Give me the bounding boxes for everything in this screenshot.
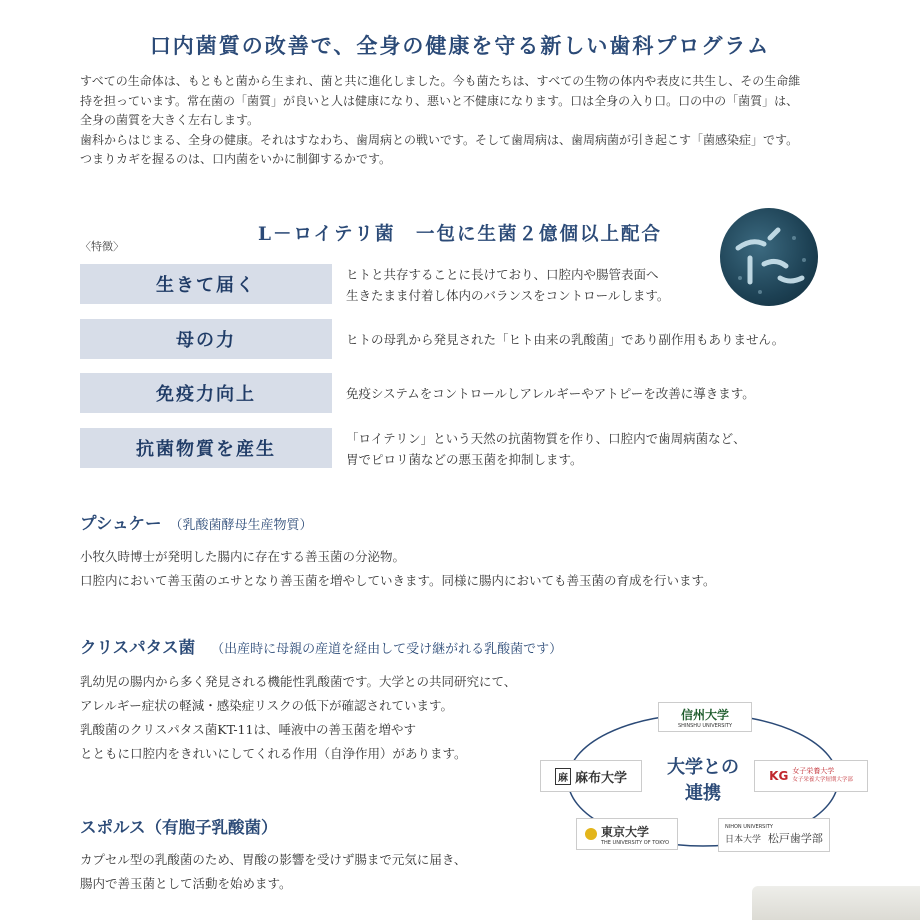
psyche-title: プシュケー (80, 514, 162, 533)
spolus-line: カプセル型の乳酸菌のため、胃酸の影響を受けず腸まで元気に届き、 (80, 852, 467, 867)
nihon-name: 日本大学 (725, 835, 762, 845)
todai-logo (576, 818, 678, 850)
page-title: 口内菌質の改善で、全身の健康を守る新しい歯科プログラム (149, 33, 771, 58)
crispatus-line: とともに口腔内をきれいにしてくれる作用（自浄作用）があります。 (80, 746, 467, 761)
feature-desc-alive (346, 264, 669, 306)
shinshu-name: 信州大学 (680, 707, 729, 722)
product-box-image (752, 886, 920, 920)
joshi-name: 女子栄養大学 (792, 767, 835, 775)
feature-tag: 〈特徴〉 (80, 240, 124, 253)
crispatus-line: 乳酸菌のクリスパタス菌KT-11は、唾液中の善玉菌を増やす (80, 722, 416, 737)
feature-desc-line: ヒトと共存することに長けており、口腔内や腸管表面へ (346, 267, 659, 282)
feature-desc-mother (346, 329, 784, 350)
feature-desc-line: 生きたまま付着し体内のバランスをコントロールします。 (346, 288, 670, 303)
crispatus-heading (80, 634, 562, 658)
psyche-line: 口腔内において善玉菌のエサとなり善玉菌を増やしていきます。同様に腸内においても善玉菌の育成を行います。 (80, 573, 716, 588)
intro-line: 全身の菌質を大きく左右します。 (80, 113, 260, 127)
feature-label-mother: 母の力 (80, 319, 332, 359)
collaboration-label (633, 755, 773, 807)
crispatus-title: クリスパタス菌 (80, 638, 196, 657)
intro-line: すべての生命体は、もともと菌から生まれ、菌と共に進化しました。今も菌たちは、すべての生物の体内や表皮に共生し、その生命維 (80, 74, 801, 88)
spolus-line: 腸内で善玉菌として活動を始めます。 (80, 876, 292, 891)
kagawa-emblem-icon: KG (769, 769, 789, 783)
crispatus-subtitle: （出産時に母親の産道を経由して受け継がれる乳酸菌です） (211, 642, 563, 657)
shinshu-name-en: SHINSHU UNIVERSITY (677, 722, 733, 729)
todai-name-en: THE UNIVERSITY OF TOKYO (600, 839, 670, 846)
feature-desc-line: ヒトの母乳から発見された「ヒト由来の乳酸菌」であり副作用もありません。 (346, 332, 785, 347)
feature-desc-line: 胃でピロリ菌などの悪玉菌を抑制します。 (346, 452, 583, 467)
feature-desc-line: 「ロイテリン」という天然の抗菌物質を作り、口腔内で歯周病菌など、 (346, 431, 746, 446)
psyche-heading (80, 510, 313, 534)
psyche-text (80, 545, 716, 593)
azabu-name: 麻布大学 (574, 770, 627, 786)
feature-desc-immunity (346, 383, 755, 404)
intro-text (80, 72, 840, 170)
feature-desc-antibacterial (346, 428, 746, 470)
spolus-text (80, 848, 466, 896)
azabu-university-logo (540, 760, 642, 792)
nihon-university-logo (718, 818, 830, 852)
crispatus-line: アレルギー症状の軽減・感染症リスクの低下が確認されています。 (80, 698, 453, 713)
matsudo-name: 松戸歯学部 (767, 832, 823, 845)
feature-desc-line: 免疫システムをコントロールしアレルギーやアトピーを改善に導きます。 (346, 386, 755, 401)
feature-label-alive: 生きて届く (80, 264, 332, 304)
crispatus-text (80, 670, 516, 766)
bacteria-image (720, 208, 818, 306)
feature-label-immunity: 免疫力向上 (80, 373, 332, 413)
shinshu-university-logo (658, 702, 752, 732)
collaboration-label-line1: 大学との (667, 757, 739, 778)
feature-label-antibacterial: 抗菌物質を産生 (80, 428, 332, 468)
ginkgo-emblem-icon (585, 828, 597, 840)
spolus-heading: スポルス（有胞子乳酸菌） (80, 818, 278, 837)
todai-name: 東京大学 (600, 824, 649, 839)
psyche-line: 小牧久時博士が発明した腸内に存在する善玉菌の分泌物。 (80, 549, 406, 564)
azabu-emblem-icon: 麻 (555, 768, 571, 785)
crispatus-line: 乳幼児の腸内から多く発見される機能性乳酸菌です。大学との共同研究にて、 (80, 674, 517, 689)
lactic-heading: L－ロイテリ菌 一包に生菌２億個以上配合 (258, 224, 662, 245)
joshi-junior-name: 女子栄養大学短期大学部 (792, 777, 853, 783)
intro-line: 歯科からはじまる、全身の健康。それはすなわち、歯周病との戦いです。そして歯周病は、歯周病菌が引き起こす「菌感染症」です。 (80, 132, 799, 147)
intro-line: 持を担っています。常在菌の「菌質」が良いと人は健康になり、悪いと不健康になります。口は全身の入り口。口の中の「菌質」は、 (80, 93, 799, 108)
psyche-subtitle: （乳酸菌酵母生産物質） (169, 518, 313, 533)
collaboration-label-line2: 連携 (685, 783, 721, 804)
intro-line: つまりカギを握るのは、口内菌をいかに制御するかです。 (80, 152, 392, 166)
nihon-name-en: NIHON UNIVERSITY (725, 824, 773, 830)
university-collaboration-diagram (538, 700, 868, 862)
